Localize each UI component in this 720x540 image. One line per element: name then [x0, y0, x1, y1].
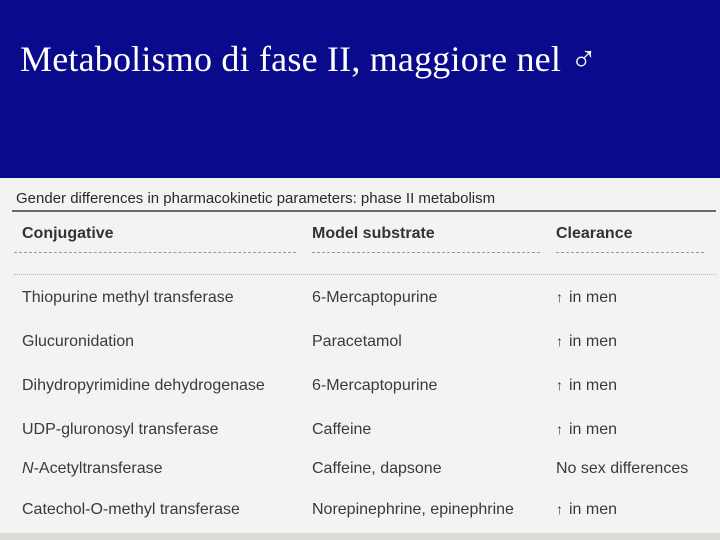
column-header-clearance: Clearance: [556, 225, 633, 242]
cell-clearance: ↑ in men: [556, 289, 618, 306]
slide-title: Metabolismo di fase II, maggiore nel ♂: [20, 39, 598, 79]
cell-clearance: ↑ in men: [556, 377, 618, 394]
header-divider: [14, 252, 296, 253]
cell-conjugative: Dihydropyrimidine dehydrogenase: [22, 377, 265, 394]
cell-clearance: ↑ in men: [556, 501, 618, 518]
caption-divider: [12, 210, 716, 212]
header-divider-light: [14, 274, 716, 275]
cell-substrate: Caffeine: [312, 421, 372, 438]
cell-substrate: 6-Mercaptopurine: [312, 377, 438, 394]
cell-substrate: Norepinephrine, epinephrine: [312, 501, 514, 518]
cell-substrate: 6-Mercaptopurine: [312, 289, 438, 306]
cell-conjugative: Thiopurine methyl transferase: [22, 289, 234, 306]
cell-substrate: Paracetamol: [312, 333, 402, 350]
cell-conjugative: Glucuronidation: [22, 333, 135, 350]
cell-clearance: ↑ in men: [556, 421, 618, 438]
column-header-model-substrate: Model substrate: [312, 225, 435, 242]
cell-conjugative: N-Acetyltransferase: [22, 460, 163, 477]
up-arrow-icon: ↑: [556, 333, 563, 349]
cell-substrate: Caffeine, dapsone: [312, 460, 442, 477]
header-divider: [312, 252, 540, 253]
scan-bottom-edge: [0, 533, 720, 540]
cell-conjugative: UDP-gluronosyl transferase: [22, 421, 219, 438]
cell-clearance: No sex differences: [556, 460, 689, 477]
header-divider: [556, 252, 704, 253]
up-arrow-icon: ↑: [556, 289, 563, 305]
cell-clearance: ↑ in men: [556, 333, 618, 350]
up-arrow-icon: ↑: [556, 501, 563, 517]
up-arrow-icon: ↑: [556, 421, 563, 437]
up-arrow-icon: ↑: [556, 377, 563, 393]
scanned-table: [0, 178, 720, 540]
table-caption: Gender differences in pharmacokinetic parameters: phase II metabolism: [16, 190, 496, 207]
column-header-conjugative: Conjugative: [22, 225, 114, 242]
cell-conjugative: Catechol-O-methyl transferase: [22, 501, 240, 518]
